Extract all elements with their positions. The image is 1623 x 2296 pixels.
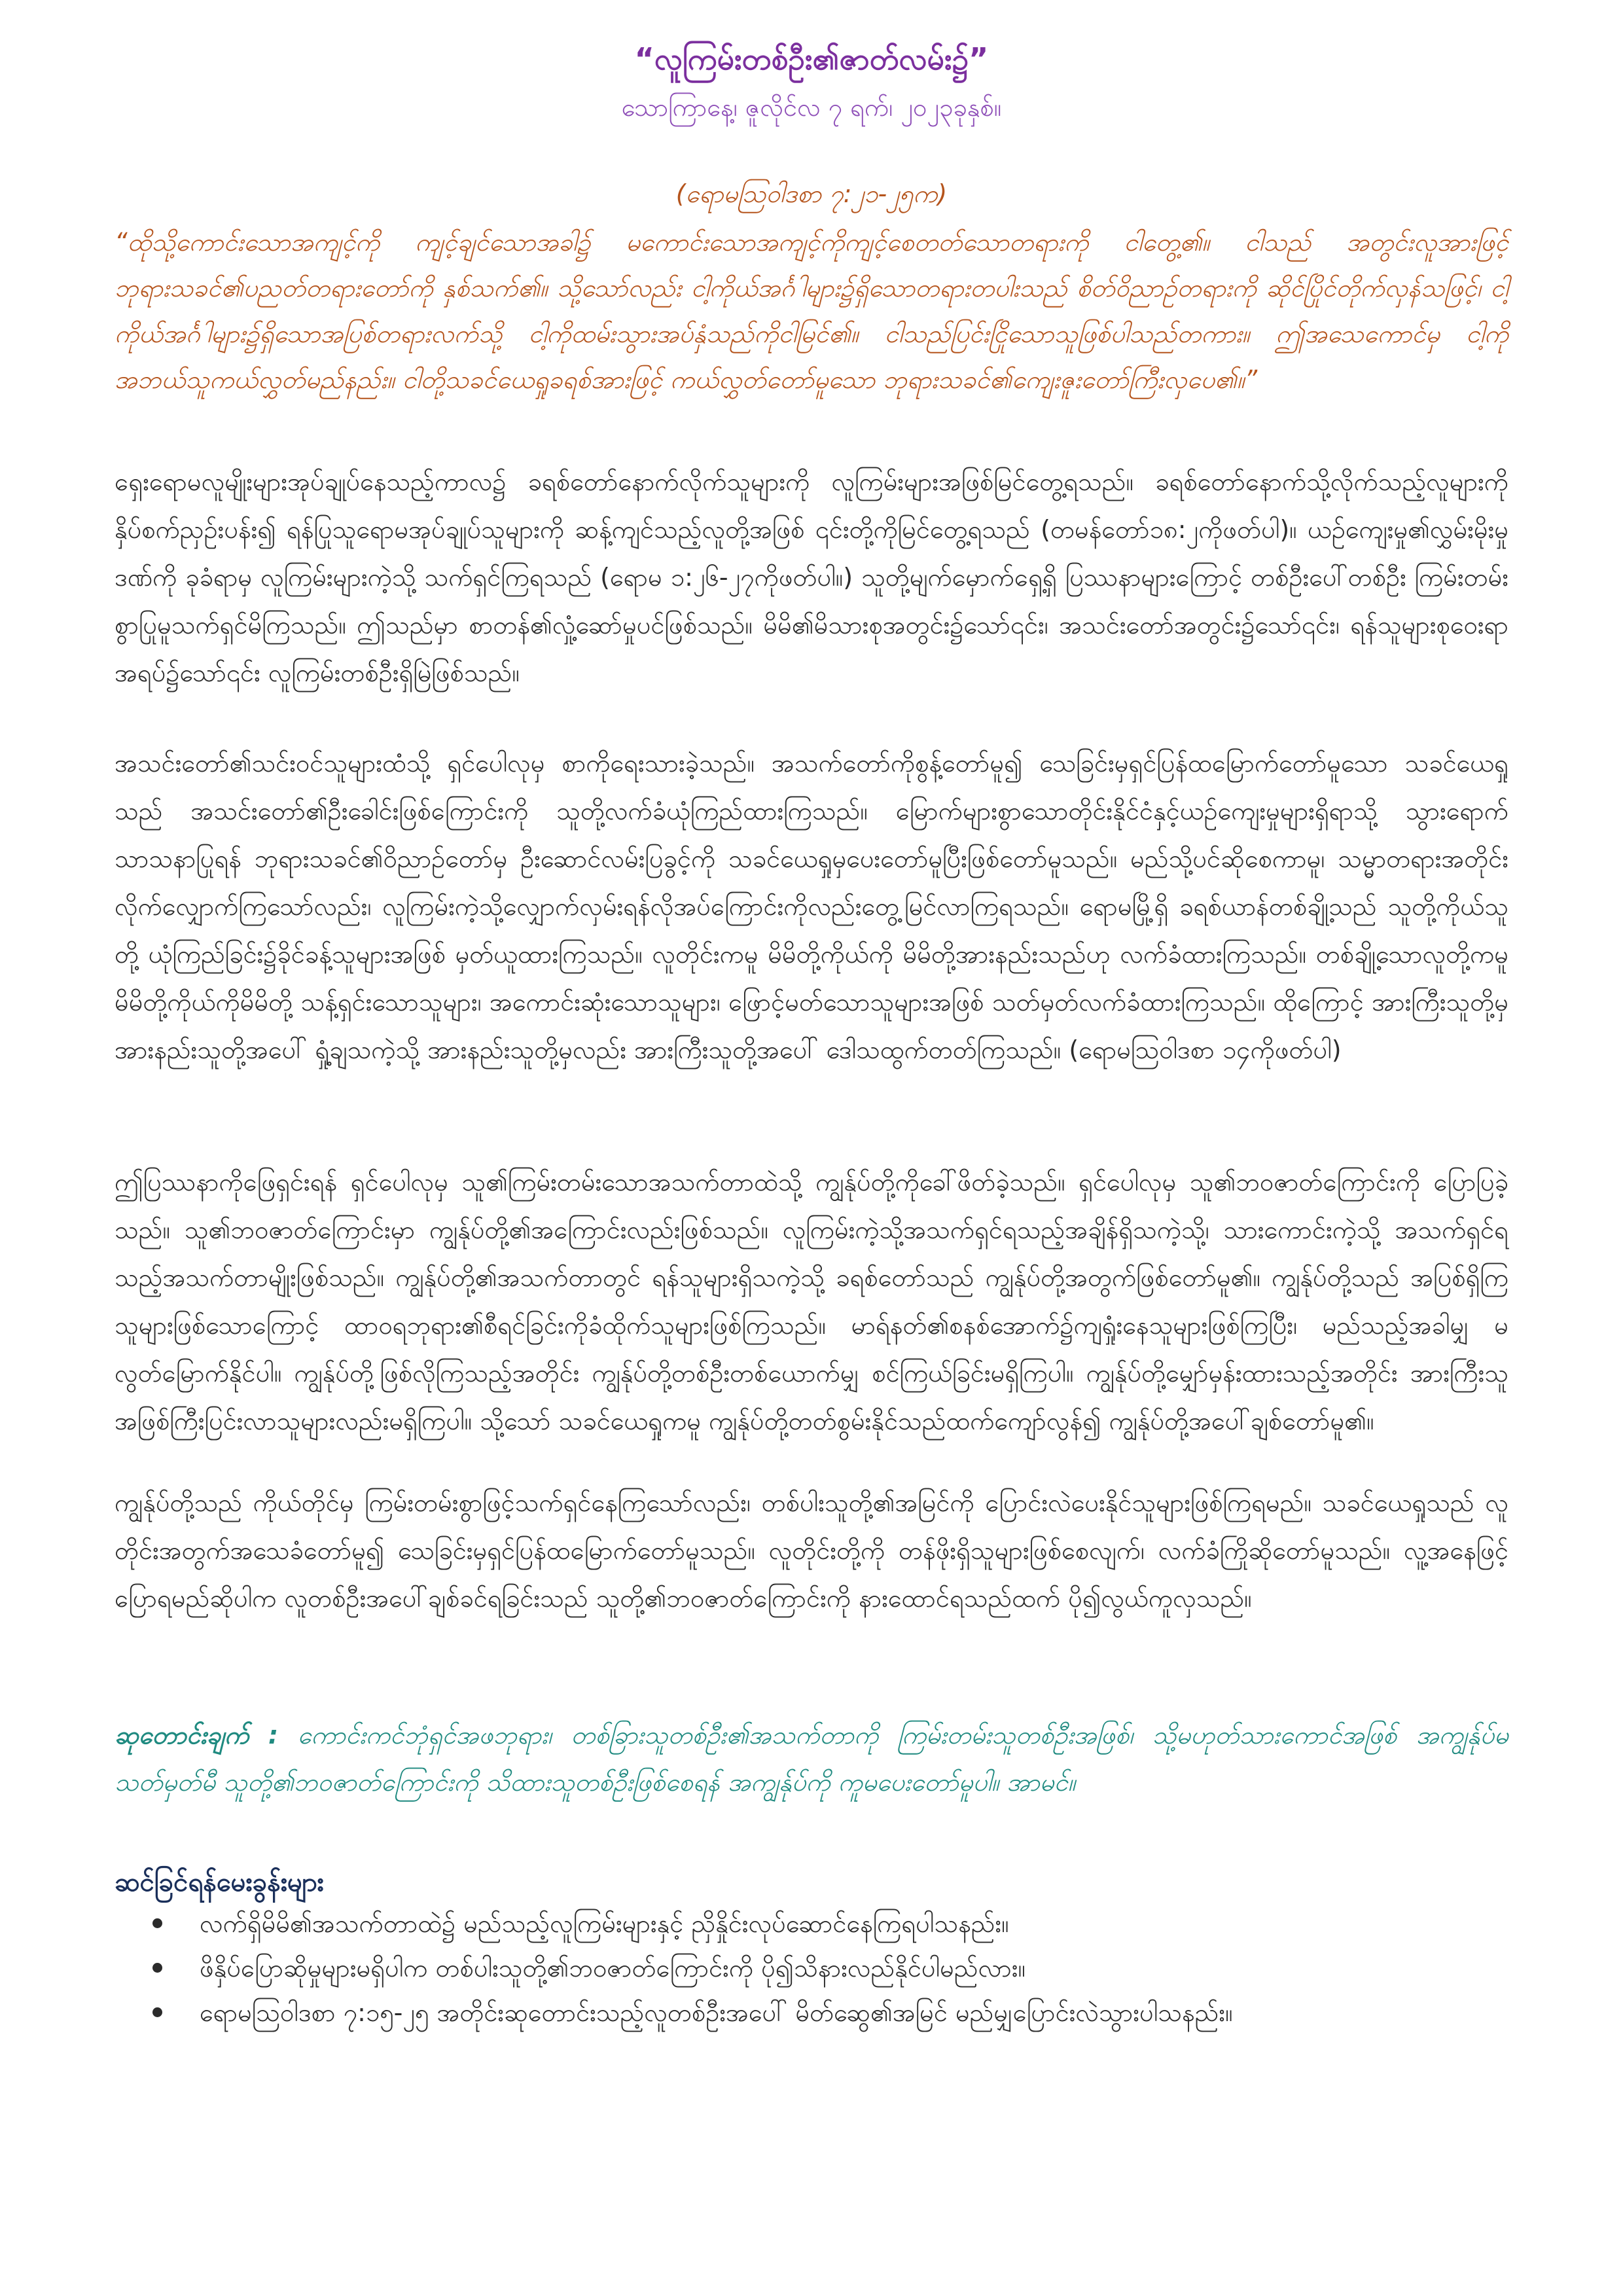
scripture-reference: (ရောမဩဝါဒစာ ၇:၂၁-၂၅က) [675,179,948,208]
bullet-icon [152,1963,162,1973]
question-text: လက်ရှိမိမိ၏အသက်တာထဲ၌ မည်သည့်လူကြမ်းများနှင့် ညှိနှိုင်းလုပ်ဆောင်နေကြရပါသနည်း။ [200,1909,1009,1938]
page-date: သောကြာနေ့၊ ဇူလိုင်လ ၇ ရက်၊ ၂၀၂၃ခုနှစ်။ [621,93,1002,122]
body-paragraph: ရှေးရောမလူမျိုးများအုပ်ချုပ်နေသည့်ကာလ၌ ခရစ်တော်နောက်လိုက်သူများကို လူကြမ်းများအဖြစ်မြင်တွေ့ရသည်။ ခရစ်တော်နောက်သို့လိုက်သည့်လူများကို နှိပ်စက်ညှဉ်းပန်း၍ ရန်ပြုသူရောမအုပ်ချုပ်သူများကို ဆန့်ကျင်သည့်လူတို့အဖြစ် ၎င်းတို့ကိုမြင်တွေ့ရသည် (တမန်တော်၁၈:၂ကိုဖတ်ပါ)။ ယဉ်ကျေးမှု၏လွှမ်းမိုးမှုဒဏ်ကို ခုခံရာမှ လူကြမ်းများကဲ့သို့ သက်ရှင်ကြရသည် (ရောမ ၁:၂၆-၂၇ကိုဖတ်ပါ။) သူတို့မျက်မှောက်ရှေ့ရှိ ပြဿနာများကြောင့် တစ်ဦးပေါ်တစ်ဦး ကြမ်းတမ်းစွာပြုမူသက်ရှင်မိကြသည်။ ဤသည်မှာ စာတန်၏လှုံ့ဆော်မှုပင်ဖြစ်သည်။ မိမိ၏မိသားစုအတွင်း၌သော်၎င်း၊ အသင်းတော်အတွင်း၌သော်၎င်း၊ ရန်သူများစုဝေးရာအရပ်၌သော်၎င်း လူကြမ်းတစ်ဦးရှိမြဲဖြစ်သည်။ [115,467,1508,687]
list-item [115,1901,1508,1946]
page-title: “လူကြမ်းတစ်ဦး၏ဇာတ်လမ်း၌” [634,41,989,77]
scripture-passage: “ထိုသို့ကောင်းသောအကျင့်ကို ကျင့်ချင်သောအခါ၌ မကောင်းသောအကျင့်ကိုကျင့်စေတတ်သောတရားကို ငါတွေ့၏။ ငါသည် အတွင်းလူအားဖြင့် ဘုရားသခင်၏ပညတ်တရားတော်ကို နှစ်သက်၏။ သို့သော်လည်း ငါ့ကိုယ်အင်္ဂါများ၌ရှိသောတရားတပါးသည် စိတ်ဝိညာဉ်တရားကို ဆိုင်ပြိုင်တိုက်လှန်သဖြင့်၊ ငါ့ကိုယ်အင်္ဂါများ၌ရှိသောအပြစ်တရားလက်သို့ ငါ့ကိုထမ်းသွားအပ်နှံသည်ကိုငါမြင်၏။ ငါသည်ပြင်းငြိုသောသူဖြစ်ပါသည်တကား။ ဤအသေကောင်မှ ငါ့ကို အဘယ်သူကယ်လွှတ်မည်နည်း။ ငါတို့သခင်ယေရှုခရစ်အားဖြင့် ကယ်လွှတ်တော်မူသော ဘုရားသခင်၏ကျေးဇူးတော်ကြီးလှပေ၏။” [115,228,1508,394]
prayer-text: ကောင်းကင်ဘုံရှင်အဖဘုရား၊ တစ်ခြားသူတစ်ဦး၏အသက်တာကို ကြမ်းတမ်းသူတစ်ဦးအဖြစ်၊ သို့မဟုတ်သားကောင်အဖြစ် အကျွန်ုပ်မသတ်မှတ်မီ သူတို့၏ဘဝဇာတ်ကြောင်းကို သိထားသူတစ်ဦးဖြစ်စေရန် အကျွန်ုပ်ကို ကူမပေးတော်မူပါ။ အာမင်။ [115,1721,1508,1797]
question-text: ရောမဩဝါဒစာ ၇:၁၅-၂၅ အတိုင်းဆုတောင်းသည့်လူတစ်ဦးအပေါ် မိတ်ဆွေ၏အမြင် မည်မျှပြောင်းလဲသွားပါသနည်း။ [200,1998,1233,2027]
prayer-label: ဆုတောင်းချက် [115,1721,249,1749]
list-item [115,1946,1508,1990]
questions-list [115,1901,1508,2035]
questions-heading: ဆင်ခြင်ရန်မေးခွန်းများ [115,1867,324,1897]
list-item [115,1990,1508,2035]
bullet-icon [152,2007,162,2017]
prayer-separator: : [268,1721,279,1749]
body-paragraph: အသင်းတော်၏သင်းဝင်သူများထံသို့ ရှင်ပေါလုမှ စာကိုရေးသားခဲ့သည်။ အသက်တော်ကိုစွန့်တော်မူ၍ သေခြင်းမှရှင်ပြန်ထမြောက်တော်မူသော သခင်ယေရှုသည် အသင်းတော်၏ဦးခေါင်းဖြစ်ကြောင်းကို သူတို့လက်ခံယုံကြည်ထားကြသည်။ မြောက်များစွာသောတိုင်းနိုင်ငံနှင့်ယဉ်ကျေးမှုများရှိရာသို့ သွားရောက်သာသနာပြုရန် ဘုရားသခင်၏ဝိညာဉ်တော်မှ ဦးဆောင်လမ်းပြခွင့်ကို သခင်ယေရှုမှပေးတော်မူပြီးဖြစ်တော်မူသည်။ မည်သို့ပင်ဆိုစေကာမူ၊ သမ္မာတရားအတိုင်းလိုက်လျှောက်ကြသော်လည်း၊ လူကြမ်းကဲ့သို့လျှောက်လှမ်းရန်လိုအပ်ကြောင်းကိုလည်းတွေ့မြင်လာကြရသည်။ ရောမမြို့ရှိ ခရစ်ယာန်တစ်ချို့သည် သူတို့ကိုယ်သူတို့ ယုံကြည်ခြင်း၌ခိုင်ခန့်သူများအဖြစ် မှတ်ယူထားကြသည်။ လူတိုင်းကမူ မိမိတို့ကိုယ်ကို မိမိတို့အားနည်းသည်ဟု လက်ခံထားကြသည်။ တစ်ချို့သောလူတို့ကမူ မိမိတို့ကိုယ်ကိုမိမိတို့ သန့်ရှင်းသောသူများ၊ အကောင်းဆုံးသောသူများ၊ ဖြောင့်မတ်သောသူများအဖြစ် သတ်မှတ်လက်ခံထားကြသည်။ ထိုကြောင့် အားကြီးသူတို့မှ အားနည်းသူတို့အပေါ် ရှုံ့ချသကဲ့သို့ အားနည်းသူတို့မှလည်း အားကြီးသူတို့အပေါ် ဒေါသထွက်တတ်ကြသည်။ (ရောမဩဝါဒစာ ၁၄ကိုဖတ်ပါ) [115,749,1508,1064]
bullet-icon [152,1918,162,1928]
body-paragraph: ဤပြဿနာကိုဖြေရှင်းရန် ရှင်ပေါလုမှ သူ၏ကြမ်းတမ်းသောအသက်တာထဲသို့ ကျွန်ုပ်တို့ကိုခေါ်ဖိတ်ခဲ့သည်။ ရှင်ပေါလုမှ သူ၏ဘဝဇာတ်ကြောင်းကို ပြောပြခဲ့သည်။ သူ၏ဘဝဇာတ်ကြောင်းမှာ ကျွန်ုပ်တို့၏အကြောင်းလည်းဖြစ်သည်။ လူကြမ်းကဲ့သို့အသက်ရှင်ရသည့်အချိန်ရှိသကဲ့သို့၊ သားကောင်းကဲ့သို့ အသက်ရှင်ရသည့်အသက်တာမျိုးဖြစ်သည်။ ကျွန်ုပ်တို့၏အသက်တာတွင် ရန်သူများရှိသကဲ့သို့ ခရစ်တော်သည် ကျွန်ုပ်တို့အတွက်ဖြစ်တော်မူ၏။ ကျွန်ုပ်တို့သည် အပြစ်ရှိကြသူများဖြစ်သောကြောင့် ထာဝရဘုရား၏စီရင်ခြင်းကိုခံထိုက်သူများဖြစ်ကြသည်။ မာရ်နတ်၏စနစ်အောက်၌ကျရှုံးနေသူများဖြစ်ကြပြီး၊ မည်သည့်အခါမျှ မလွတ်မြောက်နိုင်ပါ။ ကျွန်ုပ်တို့ဖြစ်လိုကြသည့်အတိုင်း ကျွန်ုပ်တို့တစ်ဦးတစ်ယောက်မျှ စင်ကြယ်ခြင်းမရှိကြပါ။ ကျွန်ုပ်တို့မျှော်မှန်းထားသည့်အတိုင်း အားကြီးသူအဖြစ်ကြီးပြင်းလာသူများလည်းမရှိကြပါ။ သို့သော် သခင်ယေရှုကမူ ကျွန်ုပ်တို့တတ်စွမ်းနိုင်သည်ထက်ကျော်လွန်၍ ကျွန်ုပ်တို့အပေါ်ချစ်တော်မူ၏။ [115,1168,1508,1435]
prayer [115,1712,1508,1806]
question-text: ဖိနှိပ်ပြောဆိုမှုများမရှိပါက တစ်ပါးသူတို့၏ဘဝဇာတ်ကြောင်းကို ပို၍သိနားလည်နိုင်ပါမည်လား။ [200,1954,1026,1982]
body-paragraph: ကျွန်ုပ်တို့သည် ကိုယ်တိုင်မှ ကြမ်းတမ်းစွာဖြင့်သက်ရှင်နေကြသော်လည်း၊ တစ်ပါးသူတို့၏အမြင်ကို ပြောင်းလဲပေးနိုင်သူများဖြစ်ကြရမည်။ သခင်ယေရှုသည် လူတိုင်းအတွက်အသေခံတော်မူ၍ သေခြင်းမှရှင်ပြန်ထမြောက်တော်မူသည်။ လူတိုင်းတို့ကို တန်ဖိုးရှိသူများဖြစ်စေလျက်၊ လက်ခံကြိုဆိုတော်မူသည်။ လူ့အနေဖြင့်ပြောရမည်ဆိုပါက လူတစ်ဦးအပေါ်ချစ်ခင်ရခြင်းသည် သူတို့၏ဘဝဇာတ်ကြောင်းကို နားထောင်ရသည်ထက် ပို၍လွယ်ကူလှသည်။ [115,1488,1508,1613]
